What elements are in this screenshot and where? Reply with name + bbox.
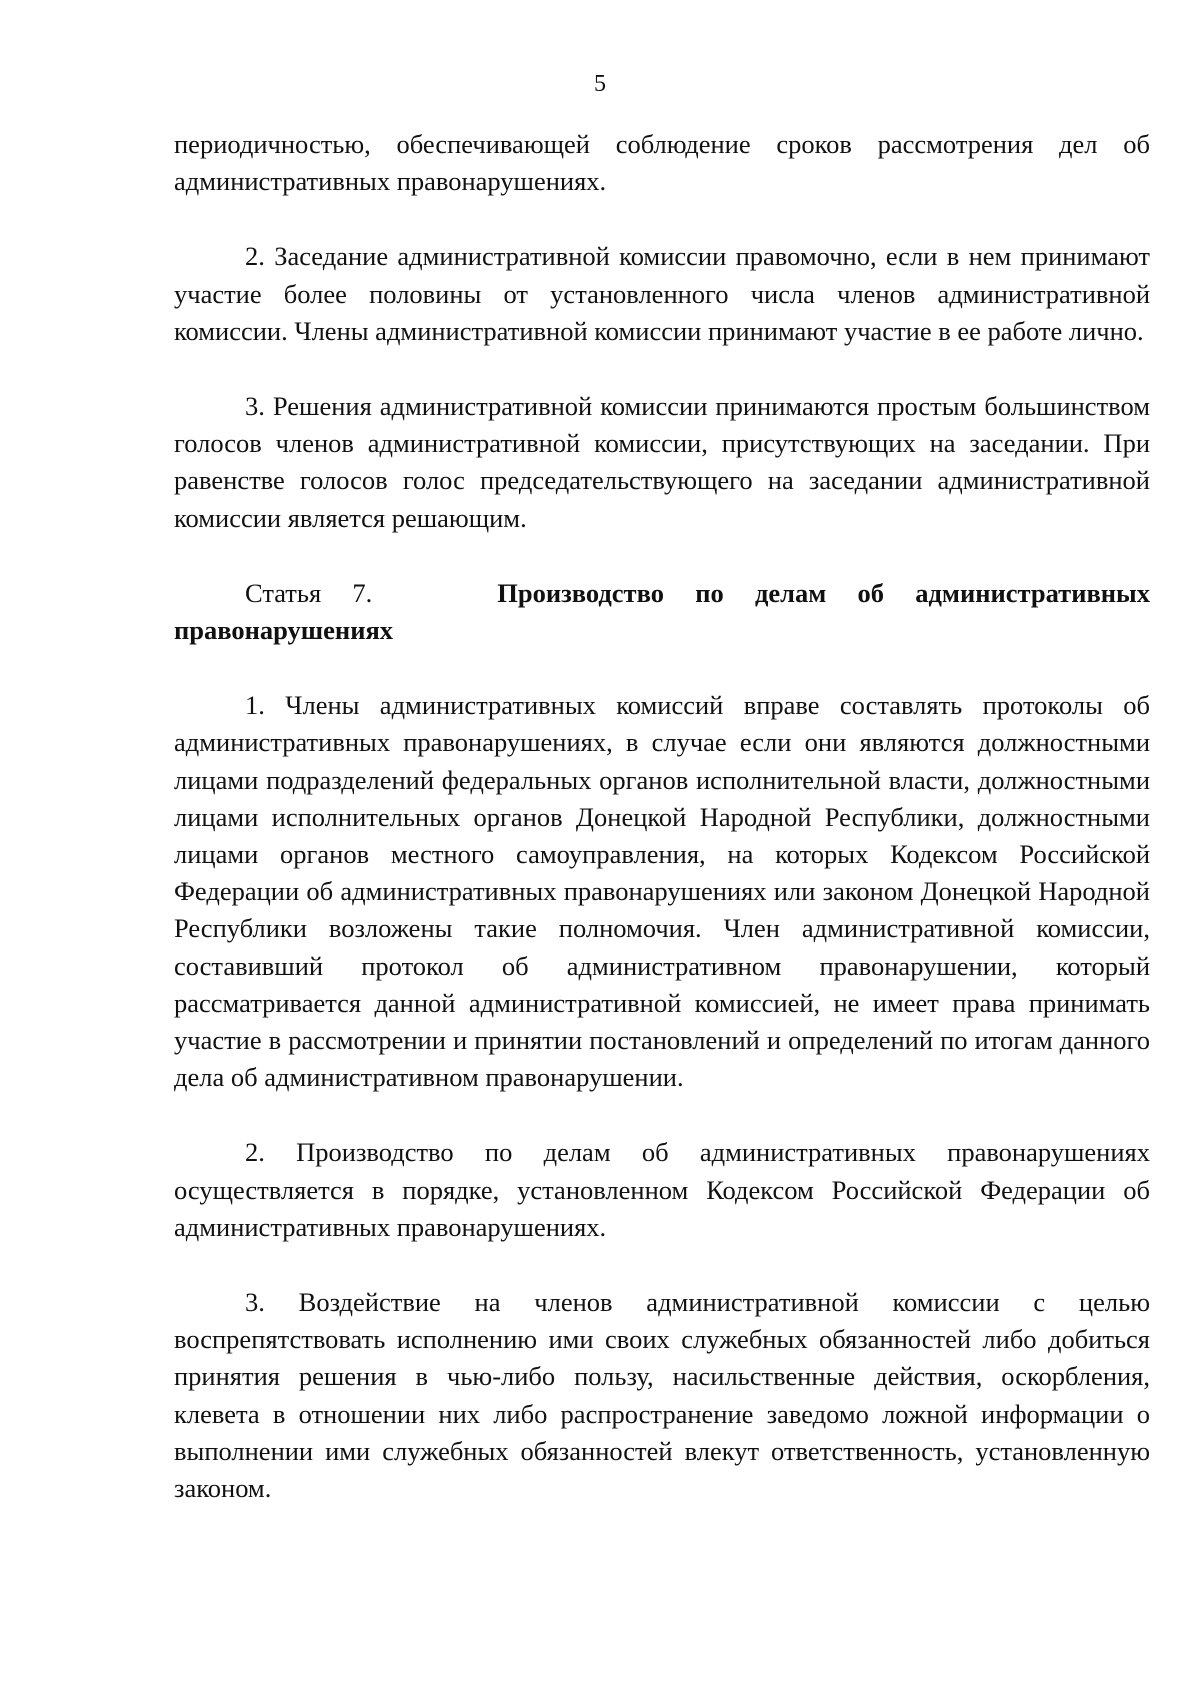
page-number: 5 — [594, 71, 606, 97]
article6-paragraph-2: 2. Заседание административной комиссии правомочно, если в нем принимают участие более половины от установленного числа членов административной комиссии. Члены административной комиссии принимают участие в ее работе лично. — [174, 241, 1150, 346]
article6-paragraph-3: 3. Решения административной комиссии принимаются простым большинством голосов членов административной комиссии, присутствующих на заседании. При равенстве голосов голос председательствующего на заседании административной комиссии является решающим. — [174, 391, 1150, 533]
article7-heading — [174, 575, 1150, 649]
article7-paragraph-2: 2. Производство по делам об административных правонарушениях осуществляется в порядке, установленном Кодексом Российской Федерации об административных правонарушениях. — [174, 1137, 1150, 1242]
article7-paragraph-1: 1. Члены административных комиссий вправе составлять протоколы об административных правонарушениях, в случае если они являются должностными лицами подразделений федеральных органов исполнительной власти, должностными лицами исполнительных органов Донецкой Народной Республики, должностными лицами органов местного самоуправления, на которых Кодексом Российской Федерации об административных правонарушениях или законом Донецкой Народной Республики возложены такие полномочия. Член административной комиссии, составивший протокол об административном правонарушении, который рассматривается данной административной комиссией, не имеет права принимать участие в рассмотрении и принятии постановлений и определений по итогам данного дела об административном правонарушении. — [174, 690, 1150, 1093]
article7-label: Статья 7. — [245, 577, 373, 608]
article7-title: Производство по делам об административных правонарушениях — [174, 577, 1150, 646]
continuation-paragraph: периодичностью, обеспечивающей соблюдение сроков рассмотрения дел об административных правонарушениях. — [174, 129, 1150, 197]
document-body — [174, 126, 1150, 1507]
article7-paragraph-3: 3. Воздействие на членов административной комиссии с целью воспрепятствовать исполнению ими своих служебных обязанностей либо добиться принятия решения в чью-либо пользу, насильственные действия, оскорбления, клевета в отношении них либо распространение заведомо ложной информации о выполнении ими служебных обязанностей влекут ответственность, установленную законом. — [174, 1287, 1150, 1504]
